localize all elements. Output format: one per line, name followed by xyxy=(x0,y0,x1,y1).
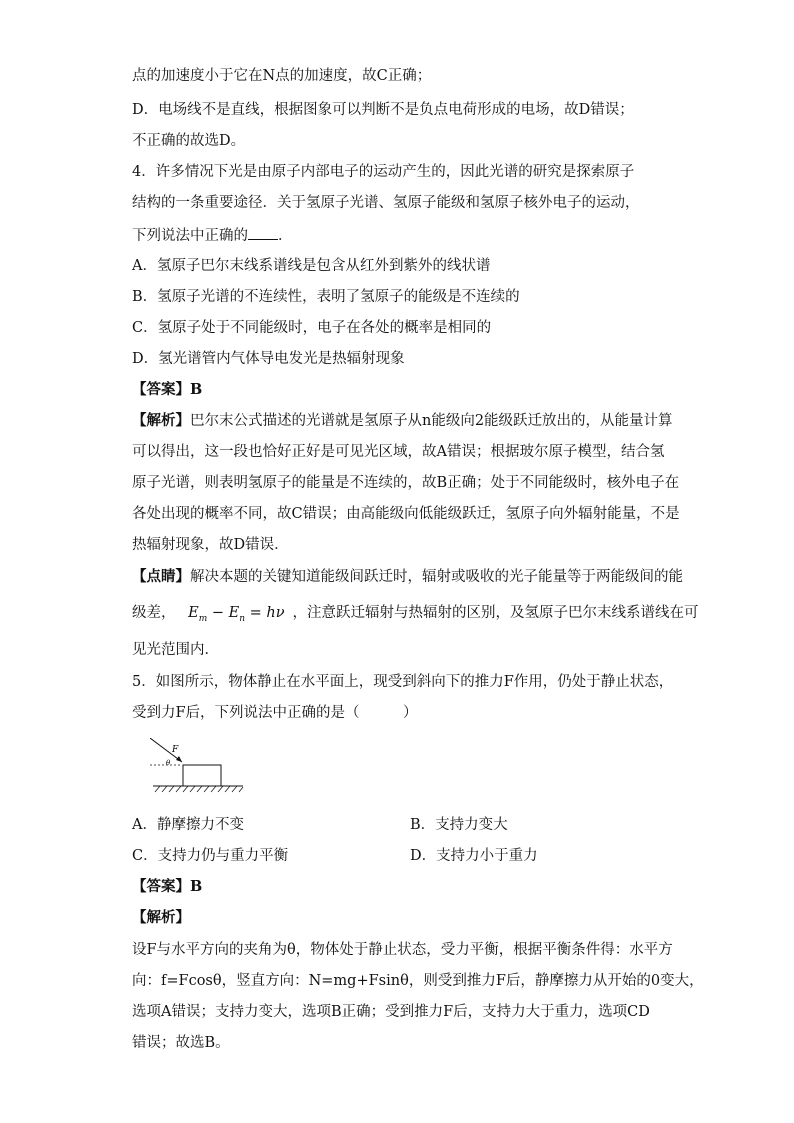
analysis-line xyxy=(132,411,673,431)
text-line: 热辐射现象，故D错误． xyxy=(132,537,289,553)
formula-part: = xyxy=(249,605,262,621)
option-d: D．支持力小于重力 xyxy=(410,848,538,864)
note-label: 【点睛】 xyxy=(132,568,190,585)
text-span: ，注意跃迁辐射与热辐射的区别，及氢原子巴尔末线系谱线在可 xyxy=(292,605,699,621)
answer-blank xyxy=(248,225,278,240)
text-line: 点的加速度小于它在N点的加速度，故C正确； xyxy=(132,68,432,84)
text-line: 原子光谱，则表明氢原子的能量是不连续的，故B正确；处于不同能级时，核外电子在 xyxy=(132,475,680,491)
option-d: D．氢光谱管内气体导电发光是热辐射现象 xyxy=(132,351,405,367)
text-line xyxy=(132,225,293,246)
text-line: 结构的一条重要途径．关于氢原子光谱、氢原子能级和氢原子核外电子的运动， xyxy=(132,195,640,211)
text-line: 不正确的故选D。 xyxy=(132,133,246,149)
formula-part: E xyxy=(228,605,240,621)
option-c: C．支持力仍与重力平衡 xyxy=(132,848,289,864)
answer-label: 【答案】B xyxy=(132,381,203,398)
text-line: 可以得出，这一段也恰好正好是可见光区域，故A错误；根据玻尔原子模型，结合氢 xyxy=(132,444,665,460)
text-line: 见光范围内． xyxy=(132,642,219,658)
formula-part: hν xyxy=(266,605,285,621)
formula-part: E xyxy=(188,605,199,621)
note-line xyxy=(132,567,683,587)
arrow-head-icon xyxy=(176,756,182,762)
analysis-label: 【解析】 xyxy=(132,412,190,429)
text-line: 受到力F后，下列说法中正确的是（ ） xyxy=(132,705,418,721)
energy-formula xyxy=(188,605,285,624)
question-4-stem: 4．许多情况下光是由原子内部电子的运动产生的，因此光谱的研究是探索原子 xyxy=(132,164,635,180)
text-line: 设F与水平方向的夹角为θ，物体处于静止状态，受力平衡，根据平衡条件得：水平方 xyxy=(132,942,673,958)
option-b: B．氢原子光谱的不连续性，表明了氢原子的能级是不连续的 xyxy=(132,289,520,305)
text-span: 级差， xyxy=(132,605,176,621)
option-a: A．静摩擦力不变 xyxy=(132,817,244,833)
text-line: 向：f=Fcosθ，竖直方向：N=mg+Fsinθ，则受到推力F后，静摩擦力从开始的0变大， xyxy=(132,973,704,989)
block xyxy=(183,765,221,786)
question-5-stem: 5．如图所示，物体静止在水平面上，现受到斜向下的推力F作用，仍处于静止状态， xyxy=(132,674,674,690)
text-line: D．电场线不是直线，根据图象可以判断不是负点电荷形成的电场，故D错误； xyxy=(132,102,634,118)
force-diagram xyxy=(150,738,250,798)
option-b: B．支持力变大 xyxy=(410,817,508,833)
option-a: A．氢原子巴尔末线系谱线是包含从红外到紫外的线状谱 xyxy=(132,258,491,274)
text-span: ． xyxy=(278,228,293,244)
text-line: 选项A错误；支持力变大，选项B正确；受到推力F后，支持力大于重力，选项CD xyxy=(132,1004,650,1020)
formula-part: − xyxy=(211,605,225,621)
text-span: 下列说法中正确的 xyxy=(132,228,248,244)
analysis-label: 【解析】 xyxy=(132,909,190,926)
answer-label: 【答案】B xyxy=(132,878,203,895)
ground-hatching xyxy=(155,786,243,792)
text-line: 错误；故选B。 xyxy=(132,1035,230,1051)
option-c: C．氢原子处于不同能级时，电子在各处的概率是相同的 xyxy=(132,320,492,336)
force-label: F xyxy=(172,745,179,755)
text-span: 解决本题的关键知道能级间跃迁时，辐射或吸收的光子能量等于两能级间的能 xyxy=(190,569,683,585)
text-span: 巴尔末公式描述的光谱就是氢原子从n能级向2能级跃迁放出的，从能量计算 xyxy=(190,413,673,429)
formula-line xyxy=(132,603,699,629)
angle-label: θ xyxy=(166,759,171,767)
formula-sub: n xyxy=(239,613,246,624)
text-line: 各处出现的概率不同，故C错误；由高能级向低能级跃迁，氢原子向外辐射能量，不是 xyxy=(132,506,680,522)
formula-sub: m xyxy=(198,613,208,624)
